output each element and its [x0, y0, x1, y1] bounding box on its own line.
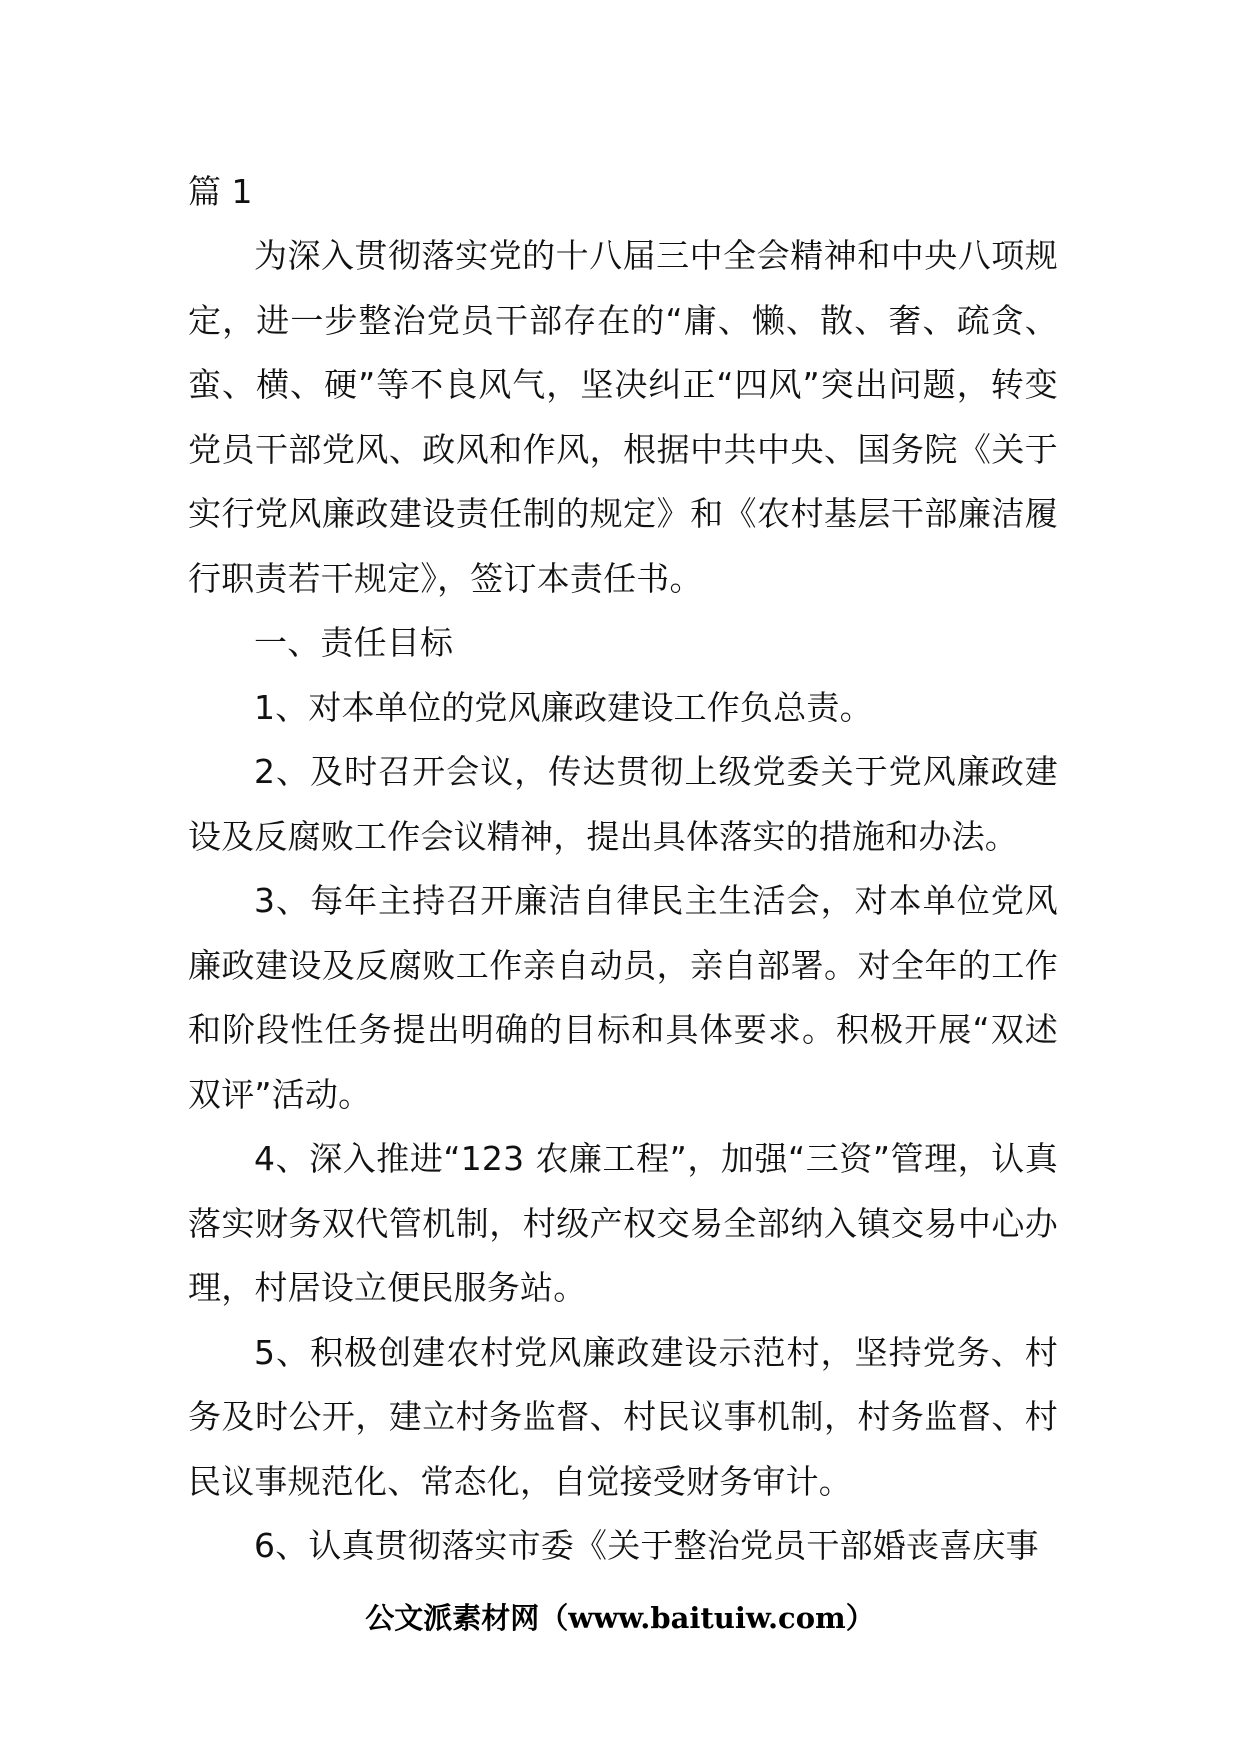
- paragraph-item-1: 1、对本单位的党风廉政建设工作负总责。: [254, 687, 873, 727]
- paragraph-item-3: 3、每年主持召开廉洁自律民主生活会，对本单位党风廉政建设及反腐败工作亲自动员，亲自部署。对全年的工作和阶段性任务提出明确的目标和具体要求。积极开展“双述双评”活动。: [188, 881, 1058, 1114]
- paragraph-item-5: 5、积极创建农村党风廉政建设示范村，坚持党务、村务及时公开，建立村务监督、村民议事机制，村务监督、村民议事规范化、常态化，自觉接受财务审计。: [188, 1332, 1058, 1501]
- document-body: [188, 160, 1058, 1579]
- paragraph-item-2: 2、及时召开会议，传达贯彻上级党委关于党风廉政建设及反腐败工作会议精神，提出具体落实的措施和办法。: [188, 752, 1058, 856]
- paragraph-intro: 为深入贯彻落实党的十八届三中全会精神和中央八项规定，进一步整治党员干部存在的“庸、懒、散、奢、疏贪、蛮、横、硬”等不良风气，坚决纠正“四风”突出问题，转变党员干部党风、政风和作风，根据中共中央、国务院《关于实行党风廉政建设责任制的规定》和《农村基层干部廉洁履行职责若干规定》，签订本责任书。: [188, 236, 1058, 598]
- footer-watermark: 公文派素材网（www.baituiw.com）: [365, 1601, 875, 1635]
- section-label: 篇 1: [188, 172, 253, 211]
- paragraph-item-4: 4、深入推进“123 农廉工程”，加强“三资”管理，认真落实财务双代管机制，村级产权交易全部纳入镇交易中心办理，村居设立便民服务站。: [188, 1139, 1058, 1307]
- heading-responsibility-goals: 一、责任目标: [254, 623, 454, 662]
- paragraph-item-6: 6、认真贯彻落实市委《关于整治党员干部婚丧喜庆事: [254, 1526, 1039, 1565]
